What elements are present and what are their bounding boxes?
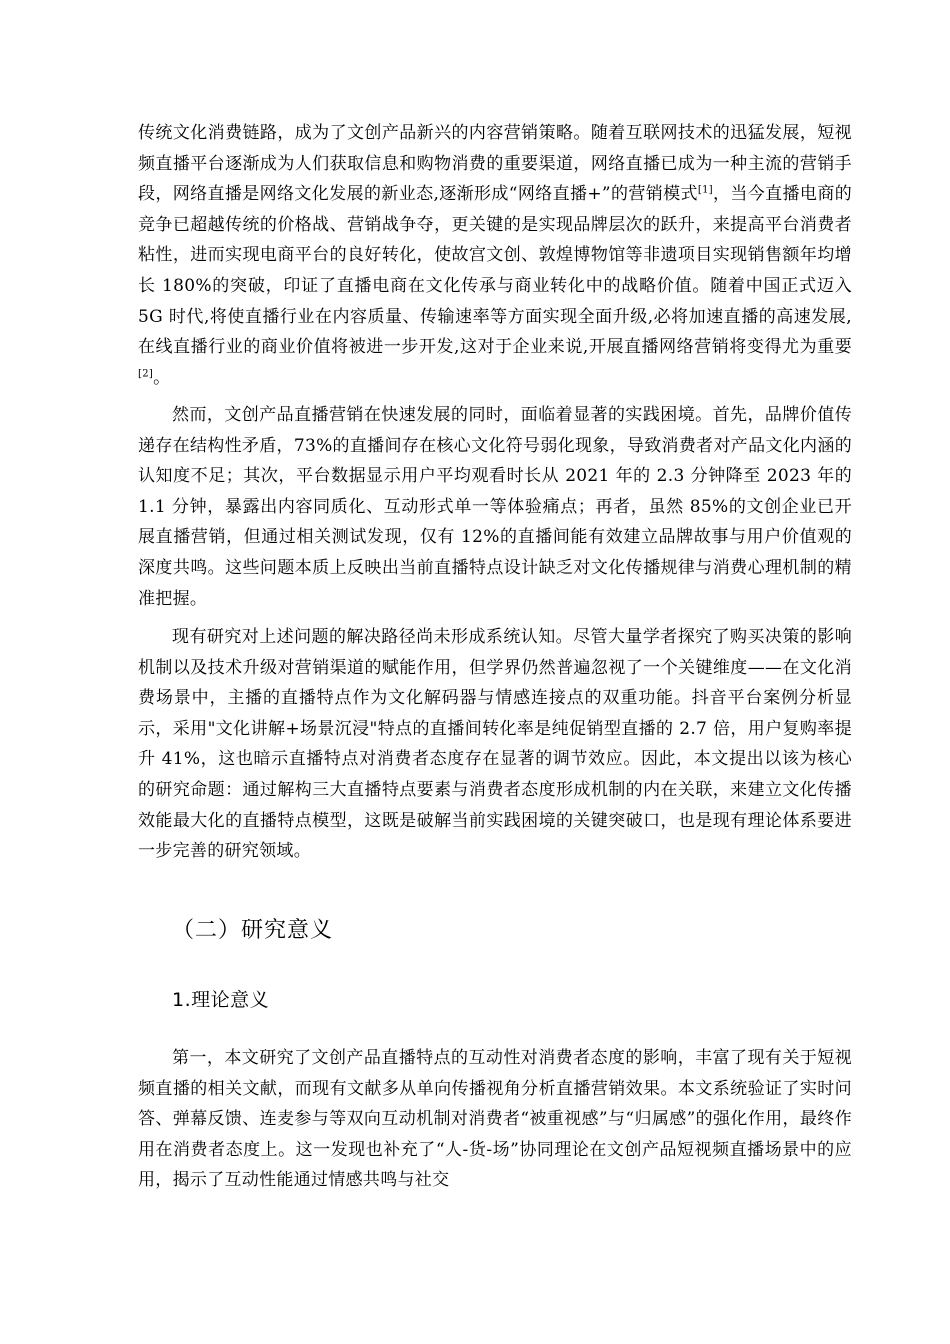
- citation-marker: [2]: [138, 368, 154, 380]
- subsection-heading: 1.理论意义: [172, 989, 270, 1011]
- paragraph-text: ，当今直播电商的竞争已超越传统的价格战、营销战争夺，更关键的是实现品牌层次的跃升，来提高平台消费者粘性，进而实现电商平台的良好转化，使故宫文创、敦煌博物馆等非遗项目实现销售额年均增长 180%的突破，印证了直播电商在文化传承与商业转化中的战略价值。随着中国正式迈入 5G 时代,将使直播行业在内容质量、传输速率等方面实现全面升级,必将加速直播的高速发展,在线直播行业的商业价值将被进一步开发,这对于企业来说,开展直播网络营销将变得尤为重要: [138, 184, 852, 358]
- paragraph-research-gap: 现有研究对上述问题的解决路径尚未形成系统认知。尽管大量学者探究了购买决策的影响机制以及技术升级对营销渠道的赋能作用，但学界仍然普遍忽视了一个关键维度——在文化消费场景中，主播的直播特点作为文化解码器与情感连接点的双重功能。抖音平台案例分析显示，采用"文化讲解+场景沉浸"特点的直播间转化率是纯促销型直播的 2.7 倍，用户复购率提升 41%，这也暗示直播特点对消费者态度存在显著的调节效应。因此，本文提出以该为核心的研究命题：通过解构三大直播特点要素与消费者态度形成机制的内在关联，来建立文化传播效能最大化的直播特点模型，这既是破解当前实践困境的关键突破口，也是现有理论体系要进一步完善的研究领域。: [138, 627, 852, 862]
- paragraph-context: [138, 118, 852, 393]
- citation-marker: [1]: [697, 184, 713, 196]
- section-heading: （二）研究意义: [172, 918, 334, 943]
- paragraph-text: 传统文化消费链路，成为了文创产品新兴的内容营销策略。随着互联网技术的迅猛发展，短视频直播平台逐渐成为人们获取信息和购物消费的重要渠道，网络直播已成为一种主流的营销手段，网络直播是网络文化发展的新业态,逐渐形成“网络直播+”的营销模式: [138, 123, 852, 205]
- paragraph-text: 。: [153, 367, 171, 388]
- paragraph-challenges: 然而，文创产品直播营销在快速发展的同时，面临着显著的实践困境。首先，品牌价值传递存在结构性矛盾，73%的直播间存在核心文化符号弱化现象，导致消费者对产品文化内涵的认知度不足；其次，平台数据显示用户平均观看时长从 2021 年的 2.3 分钟降至 2023 年的 1.1 分钟，暴露出内容同质化、互动形式单一等体验痛点；再者，虽然 85%的文创企业已开展直播营销，但通过相关测试发现，仅有 12%的直播间能有效建立品牌故事与用户价值观的深度共鸣。这些问题本质上反映出当前直播特点设计缺乏对文化传播规律与消费心理机制的精准把握。: [138, 405, 852, 609]
- paragraph-theoretical-significance: 第一，本文研究了文创产品直播特点的互动性对消费者态度的影响，丰富了现有关于短视频直播的相关文献，而现有文献多从单向传播视角分析直播营销效果。本文系统验证了实时问答、弹幕反馈、连麦参与等双向互动机制对消费者“被重视感”与“归属感”的强化作用，最终作用在消费者态度上。这一发现也补充了“人-货-场”协同理论在文创产品短视频直播场景中的应用，揭示了互动性能通过情感共鸣与社交: [138, 1048, 852, 1191]
